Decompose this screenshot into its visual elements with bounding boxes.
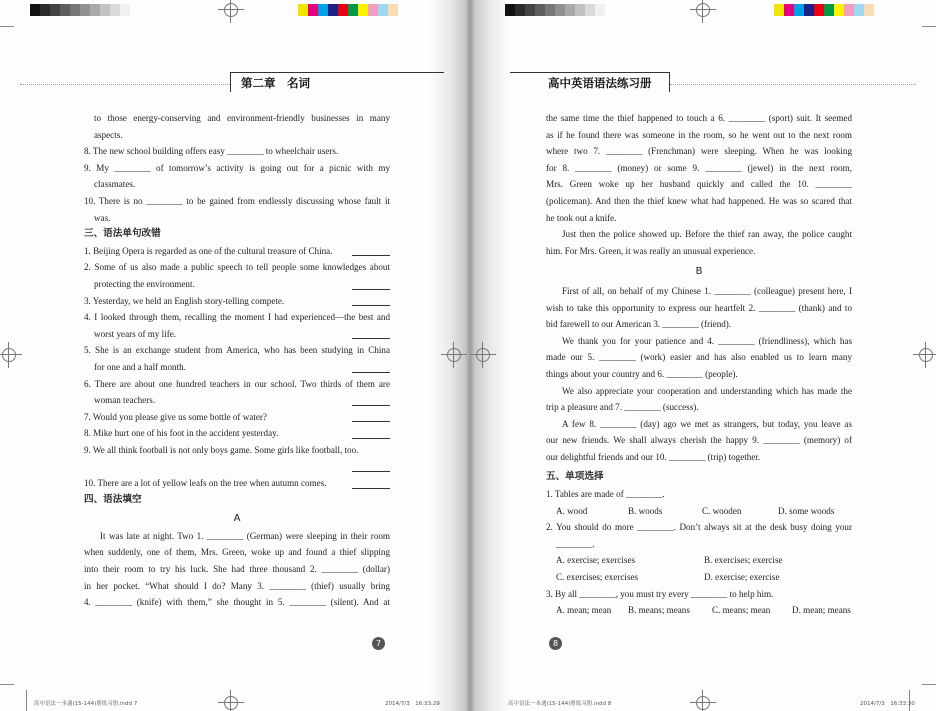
page-number-left: 7 bbox=[372, 637, 385, 650]
passage-line: bid farewell to our American 3. ________ (friend). bbox=[546, 319, 732, 330]
exercise-line: aspects. bbox=[94, 129, 123, 140]
option: A. exercise; exercises bbox=[556, 555, 636, 566]
color-swatch bbox=[120, 4, 130, 16]
book-title: 高中英语语法练习册 bbox=[510, 72, 670, 92]
registration-mark bbox=[470, 342, 496, 368]
exercise-line: 8. The new school building offers easy ________ to wheelchair users. bbox=[84, 146, 339, 157]
color-swatch bbox=[834, 4, 844, 16]
color-swatch bbox=[50, 4, 60, 16]
color-swatch bbox=[110, 4, 120, 16]
color-swatch bbox=[328, 4, 338, 16]
correction-item bbox=[84, 259, 390, 276]
passage-line: as if he found there was someone in the room, so he went out to the next room bbox=[546, 129, 852, 140]
color-swatch bbox=[90, 4, 100, 16]
color-swatch bbox=[824, 4, 834, 16]
passage-line: our new friends. We shall always cherish the happy 9. ________ (memory) of bbox=[546, 435, 852, 446]
correction-item bbox=[84, 409, 390, 426]
passage-b-label: B bbox=[695, 266, 703, 278]
print-slug: 2014/7/3 16:33:29 bbox=[385, 701, 440, 707]
color-swatch bbox=[70, 4, 80, 16]
correction-text: 10. There are a lot of yellow leafs on the tree when autumn comes. bbox=[84, 478, 327, 489]
correction-text: 6. There are about one hundred teachers in our school. Two thirds of them are bbox=[84, 378, 390, 389]
correction-text: 5. She is an exchange student from America, who has been studying in China bbox=[84, 345, 390, 356]
correction-text: 9. We all think football is not only boys game. Some girls like football, too. bbox=[84, 444, 359, 455]
color-swatch bbox=[298, 4, 308, 16]
color-swatch bbox=[388, 4, 398, 16]
correction-item bbox=[84, 425, 390, 442]
color-swatch bbox=[505, 4, 515, 16]
color-swatch bbox=[595, 4, 605, 16]
passage-line: when suddenly, one of them, Mrs. Green, woke up and found a thief slipping bbox=[84, 547, 390, 558]
section-heading-error-correction: 三、语法单句改错 bbox=[84, 228, 161, 240]
registration-mark bbox=[0, 342, 22, 368]
option: B. means; means bbox=[628, 605, 690, 616]
color-swatch bbox=[575, 4, 585, 16]
passage-line: for 8. ________ (money) or some 9. ________ (jewel) in the next room, bbox=[546, 162, 852, 173]
chapter-title: 第二章 名词 bbox=[230, 72, 444, 92]
option: A. mean; mean bbox=[556, 605, 612, 616]
color-swatch bbox=[844, 4, 854, 16]
gray-scale-bar-right bbox=[505, 4, 605, 16]
passage-line: where two 7. ________ (Frenchman) were sleeping. When he was looking bbox=[546, 146, 852, 157]
passage-line: 4. ________ (knife) with them,” she thought in 5. ________ (silent). And at bbox=[84, 597, 390, 608]
gray-scale-bar-left bbox=[30, 4, 130, 16]
color-swatch bbox=[814, 4, 824, 16]
mc-question-1: 1. Tables are made of ________. bbox=[546, 489, 665, 500]
print-slug: 2014/7/3 16:33:30 bbox=[860, 701, 915, 707]
process-color-bar-right bbox=[774, 4, 874, 16]
passage-line: A few 8. ________ (day) ago we met as strangers, but today, you leave as bbox=[562, 418, 852, 429]
answer-blank[interactable] bbox=[352, 305, 390, 306]
answer-blank[interactable] bbox=[352, 438, 390, 439]
process-color-bar-left bbox=[298, 4, 398, 16]
correction-text: 8. Mike hurt one of his foot in the accident yesterday. bbox=[84, 428, 279, 439]
mc-question-3: 3. By all ________, you must try every ________ to help him. bbox=[546, 588, 774, 599]
passage-line: wish to take this opportunity to express our heartfelt 2. ________ (thank) and to bbox=[546, 302, 852, 313]
registration-mark bbox=[218, 690, 244, 711]
color-swatch bbox=[794, 4, 804, 16]
correction-item bbox=[84, 359, 390, 376]
page-number-right: 8 bbox=[549, 637, 562, 650]
option: D. some woods bbox=[778, 505, 835, 516]
passage-line: It was late at night. Two 1. ________ (German) were sleeping in their room bbox=[100, 530, 390, 541]
correction-text: woman teachers. bbox=[94, 395, 156, 406]
correction-text: 3. Yesterday, we held an English story-telling compete. bbox=[84, 295, 285, 306]
passage-line: the same time the thief happened to touch a 6. ________ (sport) suit. It seemed bbox=[546, 113, 852, 123]
color-swatch bbox=[308, 4, 318, 16]
color-swatch bbox=[80, 4, 90, 16]
right-page-body bbox=[546, 110, 852, 619]
correction-text: 2. Some of us also made a public speech to tell people some knowledges about bbox=[84, 262, 390, 273]
passage-line: he took out a knife. bbox=[546, 212, 617, 223]
correction-item bbox=[84, 475, 390, 492]
crop-mark bbox=[0, 684, 14, 685]
color-swatch bbox=[40, 4, 50, 16]
color-swatch bbox=[348, 4, 358, 16]
correction-item bbox=[84, 376, 390, 393]
correction-text: 1. Beijing Opera is regarded as one of the cultural treasure of China. bbox=[84, 245, 333, 256]
correction-item bbox=[84, 326, 390, 343]
color-swatch bbox=[368, 4, 378, 16]
registration-mark bbox=[913, 342, 936, 368]
answer-blank[interactable] bbox=[352, 471, 390, 472]
exercise-line: to those energy-conserving and environment-friendly businesses in many bbox=[94, 113, 390, 123]
color-swatch bbox=[60, 4, 70, 16]
header-rule-left bbox=[20, 84, 230, 85]
mc-question-3-options bbox=[546, 602, 852, 619]
registration-mark bbox=[441, 342, 467, 368]
registration-mark bbox=[690, 690, 716, 711]
correction-text bbox=[84, 458, 390, 475]
crop-mark bbox=[0, 26, 14, 27]
correction-text: 4. I looked through them, recalling the moment I had experienced—the best and bbox=[84, 312, 390, 323]
answer-blank[interactable] bbox=[352, 255, 390, 256]
crop-mark bbox=[26, 690, 27, 711]
color-swatch bbox=[804, 4, 814, 16]
passage-line: First of all, on behalf of my Chinese 1. ________ (colleague) present here, I bbox=[562, 285, 852, 296]
correction-text: protecting the environment. bbox=[94, 278, 195, 289]
exercise-line: was. bbox=[94, 212, 111, 223]
registration-mark bbox=[218, 0, 244, 23]
correction-item bbox=[84, 458, 390, 475]
section-heading-multiple-choice: 五、单项选择 bbox=[546, 471, 604, 483]
correction-text: for one and a half month. bbox=[94, 361, 186, 372]
color-swatch bbox=[864, 4, 874, 16]
passage-line: We thank you for your patience and 4. ________ (friendliness), which has bbox=[562, 335, 852, 346]
passage-line: (policeman). And then the thief knew what had happened. He was so scared that bbox=[546, 195, 852, 206]
option: B. woods bbox=[628, 505, 663, 516]
color-swatch bbox=[378, 4, 388, 16]
correction-item bbox=[84, 309, 390, 326]
correction-item bbox=[84, 342, 390, 359]
option: B. exercises; exercise bbox=[704, 555, 783, 566]
option: C. means; mean bbox=[712, 605, 771, 616]
mc-question-2-options-row2 bbox=[546, 569, 852, 586]
color-swatch bbox=[525, 4, 535, 16]
section-heading-cloze: 四、语法填空 bbox=[84, 493, 142, 505]
correction-item bbox=[84, 392, 390, 409]
mc-question-2: 2. You should do more ________. Don’t always sit at the desk busy doing your bbox=[546, 522, 852, 533]
exercise-line: 10. There is no ________ to be gained from endlessly discussing whose fault it bbox=[84, 195, 390, 206]
print-slug: 高中语法一本通(15-144)册练习册.indd 7 bbox=[34, 701, 138, 707]
exercise-line: classmates. bbox=[94, 179, 136, 190]
print-slug: 高中语法一本通(15-144)册练习册.indd 8 bbox=[508, 701, 612, 707]
color-swatch bbox=[338, 4, 348, 16]
option: A. wood bbox=[556, 505, 588, 516]
answer-blank[interactable] bbox=[352, 488, 390, 489]
color-swatch bbox=[854, 4, 864, 16]
crop-mark bbox=[922, 26, 936, 27]
crop-mark bbox=[922, 684, 936, 685]
answer-blank[interactable] bbox=[352, 405, 390, 406]
color-swatch bbox=[535, 4, 545, 16]
passage-line: him. For Mrs. Green, it was really an unusual experience. bbox=[546, 245, 756, 256]
color-swatch bbox=[555, 4, 565, 16]
registration-mark bbox=[690, 0, 716, 23]
color-swatch bbox=[545, 4, 555, 16]
option: C. wooden bbox=[702, 505, 742, 516]
left-page-body bbox=[84, 110, 390, 611]
passage-line: made our 5. ________ (work) easier and has also enabled us to learn many bbox=[546, 352, 852, 363]
color-swatch bbox=[100, 4, 110, 16]
passage-line: our delightful friends and our 10. ________ (trip) together. bbox=[546, 451, 761, 462]
mc-question-1-options bbox=[546, 503, 852, 520]
mc-question-2-cont: ________. bbox=[556, 538, 595, 549]
correction-text: worst years of my life. bbox=[94, 328, 177, 339]
option: D. mean; means bbox=[792, 605, 851, 616]
color-swatch bbox=[585, 4, 595, 16]
answer-blank[interactable] bbox=[352, 372, 390, 373]
color-swatch bbox=[30, 4, 40, 16]
option: D. exercise; exercise bbox=[704, 572, 780, 583]
passage-line: into their room to try his luck. She had three thousand 2. ________ (dollar) bbox=[84, 564, 390, 575]
passage-a-label: A bbox=[233, 513, 241, 525]
passage-line: trip a pleasure and 7. ________ (success). bbox=[546, 402, 699, 413]
answer-blank[interactable] bbox=[352, 338, 390, 339]
color-swatch bbox=[515, 4, 525, 16]
answer-blank[interactable] bbox=[352, 421, 390, 422]
color-swatch bbox=[774, 4, 784, 16]
passage-line: things about your country and 6. ________ (people). bbox=[546, 368, 738, 379]
correction-item bbox=[84, 293, 390, 310]
passage-line: Just then the police showed up. Before the thief ran away, the police caught bbox=[562, 229, 852, 240]
correction-item bbox=[84, 243, 390, 260]
correction-item bbox=[84, 276, 390, 293]
mc-question-2-options-row1 bbox=[546, 552, 852, 569]
correction-text: 7. Would you please give us some bottle of water? bbox=[84, 411, 267, 422]
color-swatch bbox=[565, 4, 575, 16]
answer-blank[interactable] bbox=[352, 289, 390, 290]
correction-item bbox=[84, 442, 390, 459]
color-swatch bbox=[358, 4, 368, 16]
exercise-line: 9. My ________ of tomorrow’s activity is going out for a picnic with my bbox=[84, 162, 390, 173]
passage-line: We also appreciate your cooperation and understanding which has made the bbox=[562, 385, 852, 396]
passage-line: Mrs. Green woke up her husband quickly and called the 10. ________ bbox=[546, 179, 852, 190]
passage-line: in her pocket. “What should I do? Many 3. ________ (thief) usually bring bbox=[84, 580, 390, 591]
color-swatch bbox=[784, 4, 794, 16]
color-swatch bbox=[318, 4, 328, 16]
option: C. exercises; exercises bbox=[556, 572, 639, 583]
header-rule-right bbox=[670, 84, 916, 85]
